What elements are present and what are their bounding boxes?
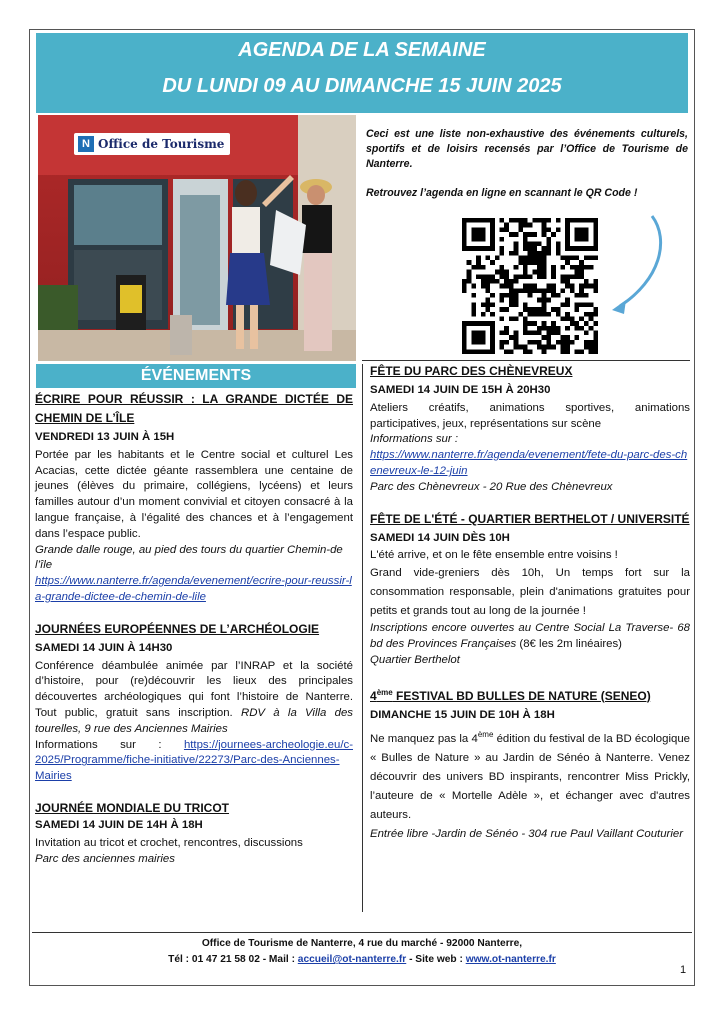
- event-link[interactable]: https://www.nanterre.fr/agenda/evenement/ecrire-pour-reussir-la-grande-dictee-de-chemin-de-lile: [35, 575, 352, 603]
- events-right-column: [370, 362, 690, 844]
- header-dates: DU LUNDI 09 AU DIMANCHE 15 JUIN 2025: [162, 75, 562, 97]
- office-logo-icon: N: [78, 136, 94, 152]
- event-description: Conférence déambulée animée par l’INRAP et la société d’histoire, pour (re)découvrir les lieux des principales découvertes archéologiques qui font l’histoire de Nanterre. Tout public, gratuit sans inscription.: [35, 659, 353, 719]
- event-location: Parc des anciennes mairies: [35, 852, 175, 865]
- event-date: SAMEDI 14 JUIN DE 14H À 18H: [35, 818, 203, 831]
- event-description-2: Grand vide-greniers dès 10h, Un temps fort sur la consommation responsable, plein d'animations gratuites pour petits et grands tout au long de la journée !: [370, 567, 690, 618]
- footer-contact: Tél : 01 47 21 58 02 - Mail : accueil@ot-nanterre.fr - Site web : www.ot-nanterre.fr: [168, 954, 556, 965]
- event-note: Inscriptions encore ouvertes au Centre Social La Traverse- 68 bd des Provinces Françaises: [370, 622, 690, 650]
- qr-code-graphic: [462, 218, 598, 354]
- column-divider: [362, 364, 363, 912]
- intro-text: [366, 127, 688, 215]
- event-dictee: [35, 390, 353, 606]
- event-price: (8€ les 2m linéaires): [519, 637, 622, 650]
- office-sign-text: Office de Tourisme: [98, 137, 225, 151]
- event-description: L'été arrive, et on le fête ensemble entre voisins !: [370, 549, 618, 562]
- footer-website-link[interactable]: www.ot-nanterre.fr: [465, 954, 556, 965]
- footer-email-link[interactable]: accueil@ot-nanterre.fr: [297, 954, 407, 965]
- event-date: VENDREDI 13 JUIN À 15H: [35, 431, 175, 443]
- event-title: JOURNÉE MONDIALE DU TRICOT: [35, 800, 230, 815]
- divider-right-top: [362, 360, 690, 361]
- event-tricot: [35, 799, 353, 867]
- event-info-label: Informations sur :: [35, 738, 162, 751]
- event-link[interactable]: https://www.nanterre.fr/agenda/evenement/fete-du-parc-des-chenevreux-le-12-juin: [370, 449, 688, 477]
- event-description: Ateliers créatifs, animations sportives, animations participatives, jeux, représentations sur scène: [370, 401, 690, 430]
- event-description: Portée par les habitants et le Centre social et culturel Les Acacias, cette dictée géante rassemblera une centaine de jeunes (élèves du primaire, collégiens, lycéens) et leurs familles autour d’un moment convivial et citoyen consacré à la langue française, à l’égalité des chances et à l’engagement dans l’espace public.: [35, 448, 353, 540]
- event-location: Parc des Chènevreux - 20 Rue des Chènevreux: [370, 480, 613, 493]
- qr-code[interactable]: [462, 218, 598, 354]
- event-location: Entrée libre -Jardin de Sénéo - 304 rue Paul Vaillant Couturier: [370, 828, 683, 841]
- event-archeologie: [35, 620, 353, 785]
- event-fete-ete: [370, 510, 690, 669]
- footer-address: Office de Tourisme de Nanterre, 4 rue du marché - 92000 Nanterre,: [201, 938, 523, 949]
- event-title: ÉCRIRE POUR RÉUSSIR : LA GRANDE DICTÉE DE CHEMIN DE L’ÎLE: [35, 392, 353, 425]
- event-location: RDV à la Villa des tourelles, 9 rue des Anciennes Mairies: [35, 706, 354, 735]
- event-chenevreux: [370, 362, 690, 496]
- event-description: Invitation au tricot et crochet, rencontres, discussions: [35, 836, 303, 849]
- office-sign: [74, 133, 230, 155]
- event-description: Ne manquez pas la 4ème édition du festival de la BD écologique « Bulles de Nature » au Jardin de Sénéo à Nanterre. Venez découvrir des univers BD inspirants, rencontrer Miss Prickly, l’auteure de « Mortelle Adèle », et échanger avec d'autres auteurs.: [370, 730, 690, 822]
- intro-paragraph-2: Retrouvez l’agenda en ligne en scannant le QR Code !: [366, 187, 638, 199]
- event-date: DIMANCHE 15 JUIN DE 10H À 18H: [370, 708, 555, 721]
- events-left-column: [35, 390, 353, 867]
- event-date: SAMEDI 14 JUIN DÈS 10H: [370, 531, 510, 544]
- header-banner: [36, 33, 688, 113]
- event-date: SAMEDI 14 JUIN DE 15H À 20H30: [370, 384, 551, 396]
- event-title: JOURNÉES EUROPÉENNES DE L’ARCHÉOLOGIE: [35, 621, 320, 636]
- footer: [32, 936, 692, 968]
- intro-paragraph-1: Ceci est une liste non-exhaustive des événements culturels, sportifs et de loisirs recensés par l’Office de Tourisme de Nanterre.: [366, 128, 688, 170]
- event-festival-bd: [370, 683, 690, 845]
- event-link[interactable]: https://journees-archeologie.eu/c-2025/Programme/fiche-initiative/22273/Parc-des-Anciennes-Mairies: [35, 738, 353, 783]
- event-location: Quartier Berthelot: [370, 653, 460, 666]
- event-title: 4ème FESTIVAL BD BULLES DE NATURE (SENEO): [370, 687, 651, 703]
- events-heading: ÉVÉNEMENTS: [36, 364, 356, 388]
- event-info-label: Informations sur :: [370, 433, 458, 446]
- tourism-office-photo: [38, 115, 356, 361]
- page-number: 1: [680, 964, 687, 976]
- event-location: Grande dalle rouge, au pied des tours du quartier Chemin-de l’île: [35, 543, 343, 572]
- event-title: FÊTE DE L'ÉTÉ - QUARTIER BERTHELOT / UNIVERSITÉ: [370, 511, 690, 526]
- event-title: FÊTE DU PARC DES CHÈNEVREUX: [370, 364, 573, 378]
- footer-divider: [32, 932, 692, 933]
- curved-arrow-icon: [590, 210, 670, 320]
- header-title: AGENDA DE LA SEMAINE: [238, 39, 486, 61]
- event-date: SAMEDI 14 JUIN À 14H30: [35, 641, 173, 654]
